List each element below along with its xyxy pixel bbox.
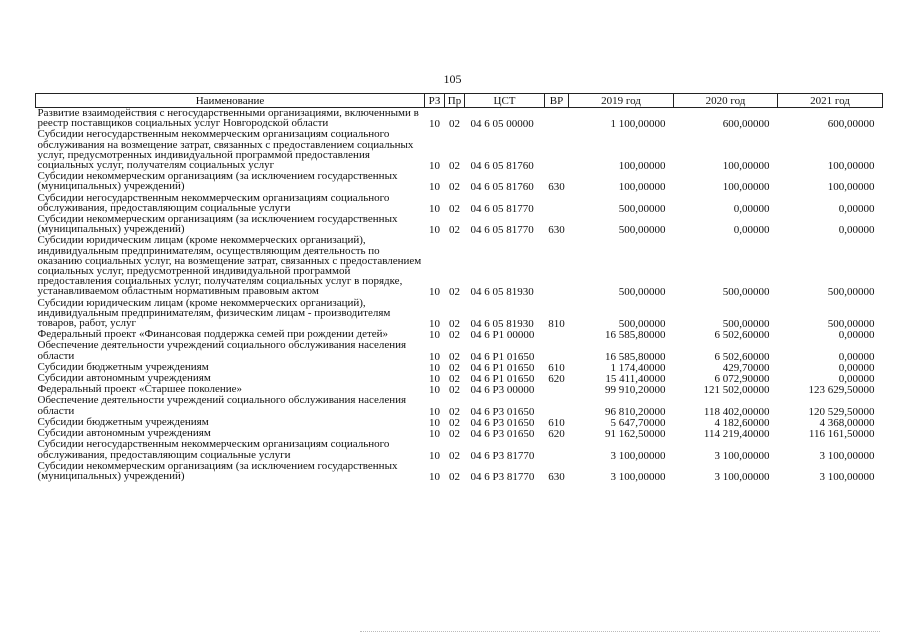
cell-name: Развитие взаимодействия с негосударственными организациями, включенными в реестр поставщиков социальных услуг Новгородской области <box>37 107 419 130</box>
table-row <box>36 108 883 130</box>
cell-rz: 10 <box>429 384 440 397</box>
cell-rz: 10 <box>429 160 440 173</box>
cell-cst: 04 6 05 81760 <box>470 160 534 173</box>
cell-y2019: 3 100,00000 <box>610 470 666 483</box>
cell-rz: 10 <box>429 286 440 299</box>
cell-rz: 10 <box>429 373 440 386</box>
cell-y2021: 500,00000 <box>827 318 875 331</box>
table-header-row <box>36 94 883 108</box>
header-2020: 2020 год <box>674 94 778 108</box>
cell-cst: 04 6 P3 00000 <box>470 384 535 397</box>
cell-cst: 04 6 P3 01650 <box>470 405 535 418</box>
cell-vr <box>545 395 569 416</box>
cell-vr: 630 <box>548 470 565 483</box>
cell-pr: 02 <box>449 361 460 374</box>
header-vr: ВР <box>545 94 569 108</box>
cell-y2021: 0,00000 <box>838 350 875 363</box>
cell-y2019: 100,00000 <box>618 181 666 194</box>
cell-y2021: 0,00000 <box>838 202 875 215</box>
cell-y2021: 500,00000 <box>827 286 875 299</box>
header-2019: 2019 год <box>569 94 674 108</box>
cell-cst: 04 6 05 81930 <box>470 286 534 299</box>
cell-vr <box>545 329 569 340</box>
cell-name: Обеспечение деятельности учреждений социального обслуживания населения области <box>37 339 407 362</box>
cell-vr <box>545 129 569 171</box>
cell-y2020: 6 502,60000 <box>714 329 770 342</box>
budget-table <box>35 93 883 482</box>
cell-name: Субсидии бюджетным учреждениям <box>37 360 209 373</box>
table-row <box>36 395 883 416</box>
cell-y2021: 0,00000 <box>838 361 875 374</box>
cell-pr: 02 <box>449 416 460 429</box>
cell-vr: 810 <box>548 318 565 331</box>
cell-y2019: 96 810,20000 <box>605 405 666 418</box>
cell-vr: 630 <box>548 181 565 194</box>
cell-pr: 02 <box>449 470 460 483</box>
cell-name: Субсидии юридическим лицам (кроме некоммерческих организаций), индивидуальным предпринимателям, осуществляющим деятельность по оказанию социальных услуг, на возмещение затрат, связанных с предоставлением социальных услуг, предусмотренной индивидуальной программой предоставления социальных услуг, получателям социальных услуг в порядке, устанавливаемом областным нормативным правовым актом <box>37 234 422 298</box>
cell-y2021: 120 529,50000 <box>808 405 875 418</box>
cell-vr <box>545 340 569 361</box>
cell-pr: 02 <box>449 384 460 397</box>
cell-y2020: 121 502,00000 <box>703 384 770 397</box>
cell-rz: 10 <box>429 350 440 363</box>
cell-y2020: 500,00000 <box>722 286 770 299</box>
cell-y2020: 429,70000 <box>722 361 770 374</box>
cell-y2021: 116 161,50000 <box>808 428 875 441</box>
cell-y2020: 4 182,60000 <box>714 416 770 429</box>
header-rz: РЗ <box>425 94 445 108</box>
cell-pr: 02 <box>449 160 460 173</box>
cell-vr: 610 <box>548 416 565 429</box>
cell-y2019: 500,00000 <box>618 318 666 331</box>
cell-name: Субсидии негосударственным некоммерческим организациям социального обслуживания на возмещение затрат, связанных с предоставлением социальных услуг, предусмотренных индивидуальной программой предоставления социальных услуг, получателям социальных услуг <box>37 128 414 172</box>
cell-pr: 02 <box>449 286 460 299</box>
cell-y2020: 0,00000 <box>733 224 770 237</box>
cell-vr: 630 <box>548 224 565 237</box>
table-row <box>36 340 883 361</box>
cell-cst: 04 6 05 81930 <box>470 318 534 331</box>
cell-vr: 620 <box>548 428 565 441</box>
cell-name: Субсидии некоммерческим организациям (за исключением государственных (муниципальных) учреждений) <box>37 459 398 482</box>
cell-y2019: 5 647,70000 <box>610 416 666 429</box>
table-row <box>36 214 883 235</box>
cell-rz: 10 <box>429 318 440 331</box>
cell-y2020: 100,00000 <box>722 181 770 194</box>
cell-y2019: 1 100,00000 <box>610 118 666 131</box>
cell-y2020: 100,00000 <box>722 160 770 173</box>
cell-pr: 02 <box>449 350 460 363</box>
cell-cst: 04 6 P1 01650 <box>470 361 535 374</box>
table-row <box>36 129 883 171</box>
table-row <box>36 235 883 297</box>
cell-cst: 04 6 P3 81770 <box>470 470 535 483</box>
cell-cst: 04 6 P1 01650 <box>470 373 535 386</box>
cell-pr: 02 <box>449 329 460 342</box>
cell-cst: 04 6 05 81770 <box>470 202 534 215</box>
cell-rz: 10 <box>429 181 440 194</box>
cell-vr <box>545 439 569 460</box>
cell-y2019: 500,00000 <box>618 286 666 299</box>
cell-y2021: 100,00000 <box>827 160 875 173</box>
cell-cst: 04 6 05 00000 <box>470 118 534 131</box>
cell-cst: 04 6 05 81760 <box>470 181 534 194</box>
cell-name: Субсидии некоммерческим организациям (за исключением государственных (муниципальных) учреждений) <box>37 170 398 193</box>
cell-name: Субсидии автономным учреждениям <box>37 372 211 385</box>
header-name: Наименование <box>36 94 425 108</box>
cell-rz: 10 <box>429 428 440 441</box>
cell-y2019: 3 100,00000 <box>610 449 666 462</box>
cell-cst: 04 6 P1 01650 <box>470 350 535 363</box>
cell-y2020: 6 072,90000 <box>714 373 770 386</box>
cell-y2019: 91 162,50000 <box>605 428 666 441</box>
table-row <box>36 193 883 214</box>
scan-artifact-line <box>360 631 880 634</box>
cell-y2020: 118 402,00000 <box>703 405 770 418</box>
cell-pr: 02 <box>449 181 460 194</box>
cell-vr <box>545 193 569 214</box>
cell-y2020: 500,00000 <box>722 318 770 331</box>
cell-vr: 610 <box>548 361 565 374</box>
cell-y2019: 1 174,40000 <box>610 361 666 374</box>
cell-y2021: 0,00000 <box>838 224 875 237</box>
cell-vr <box>545 108 569 130</box>
cell-y2020: 114 219,40000 <box>703 428 770 441</box>
cell-name: Субсидии бюджетным учреждениям <box>37 415 209 428</box>
page-number: 105 <box>443 72 462 86</box>
cell-rz: 10 <box>429 202 440 215</box>
cell-name: Субсидии негосударственным некоммерческим организациям социального обслуживания, предоставляющим социальные услуги <box>37 438 390 461</box>
cell-pr: 02 <box>449 405 460 418</box>
cell-y2021: 0,00000 <box>838 329 875 342</box>
cell-rz: 10 <box>429 224 440 237</box>
cell-pr: 02 <box>449 373 460 386</box>
table-row <box>36 439 883 460</box>
cell-pr: 02 <box>449 224 460 237</box>
table-body <box>36 108 883 483</box>
cell-pr: 02 <box>449 118 460 131</box>
cell-pr: 02 <box>449 318 460 331</box>
cell-name: Субсидии автономным учреждениям <box>37 427 211 440</box>
cell-name: Субсидии некоммерческим организациям (за исключением государственных (муниципальных) учреждений) <box>37 213 398 236</box>
cell-rz: 10 <box>429 416 440 429</box>
cell-y2021: 3 100,00000 <box>819 449 875 462</box>
cell-y2019: 16 585,80000 <box>605 350 666 363</box>
cell-y2019: 99 910,20000 <box>605 384 666 397</box>
header-cst: ЦСТ <box>465 94 545 108</box>
cell-rz: 10 <box>429 361 440 374</box>
cell-y2019: 16 585,80000 <box>605 329 666 342</box>
cell-y2020: 3 100,00000 <box>714 470 770 483</box>
cell-name: Федеральный проект «Старшее поколение» <box>37 383 243 396</box>
cell-name: Субсидии негосударственным некоммерческим организациям социального обслуживания, предоставляющим социальные услуги <box>37 191 390 214</box>
cell-y2021: 123 629,50000 <box>808 384 875 397</box>
table-row <box>36 171 883 192</box>
cell-y2021: 3 100,00000 <box>819 470 875 483</box>
cell-cst: 04 6 05 81770 <box>470 224 534 237</box>
cell-y2020: 3 100,00000 <box>714 449 770 462</box>
cell-vr: 620 <box>548 373 565 386</box>
cell-rz: 10 <box>429 405 440 418</box>
cell-name: Субсидии юридическим лицам (кроме некоммерческих организаций), индивидуальным предпринимателям, физическим лицам - производителям товаров, работ, услуг <box>37 296 391 330</box>
cell-vr <box>545 235 569 297</box>
table-row <box>36 298 883 330</box>
cell-rz: 10 <box>429 329 440 342</box>
cell-name: Федеральный проект «Финансовая поддержка семей при рождении детей» <box>37 328 389 341</box>
cell-y2020: 600,00000 <box>722 118 770 131</box>
cell-cst: 04 6 P3 01650 <box>470 428 535 441</box>
cell-y2021: 100,00000 <box>827 181 875 194</box>
cell-y2021: 4 368,00000 <box>819 416 875 429</box>
cell-cst: 04 6 P1 00000 <box>470 329 535 342</box>
table-row <box>36 461 883 482</box>
cell-rz: 10 <box>429 449 440 462</box>
cell-vr <box>545 384 569 395</box>
cell-pr: 02 <box>449 202 460 215</box>
cell-name: Обеспечение деятельности учреждений социального обслуживания населения области <box>37 394 407 417</box>
cell-pr: 02 <box>449 449 460 462</box>
cell-y2020: 0,00000 <box>733 202 770 215</box>
cell-rz: 10 <box>429 118 440 131</box>
header-2021: 2021 год <box>778 94 883 108</box>
cell-cst: 04 6 P3 81770 <box>470 449 535 462</box>
cell-y2019: 500,00000 <box>618 202 666 215</box>
cell-y2021: 0,00000 <box>838 373 875 386</box>
cell-y2021: 600,00000 <box>827 118 875 131</box>
cell-y2019: 15 411,40000 <box>605 373 666 386</box>
cell-y2020: 6 502,60000 <box>714 350 770 363</box>
cell-cst: 04 6 P3 01650 <box>470 416 535 429</box>
header-pr: Пр <box>445 94 465 108</box>
cell-rz: 10 <box>429 470 440 483</box>
cell-y2019: 500,00000 <box>618 224 666 237</box>
cell-pr: 02 <box>449 428 460 441</box>
cell-y2019: 100,00000 <box>618 160 666 173</box>
